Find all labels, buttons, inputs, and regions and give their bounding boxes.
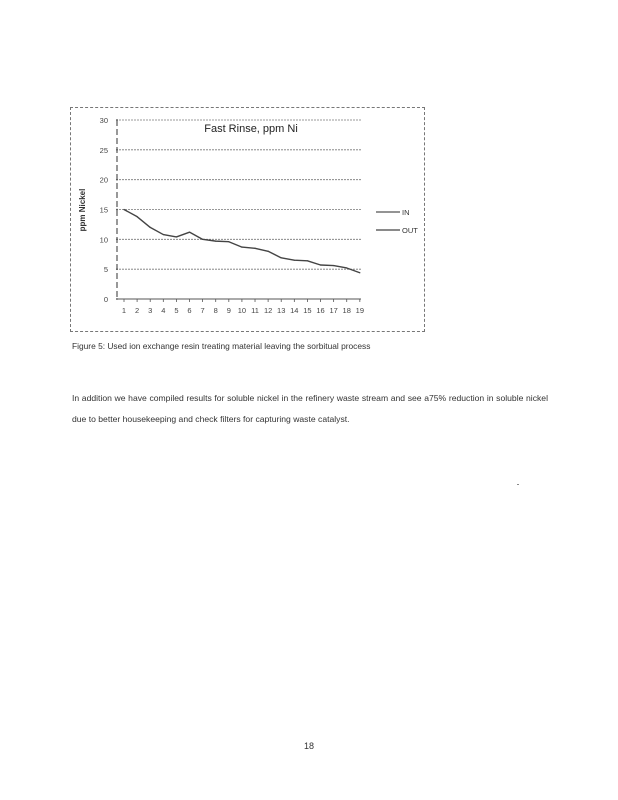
y-tick-label: 30: [99, 116, 108, 125]
x-tick-label: 19: [355, 306, 365, 315]
x-tick-label: 6: [187, 306, 192, 315]
y-tick-label: 5: [103, 265, 108, 275]
x-tick-label: 16: [316, 306, 325, 315]
y-tick-label: 0: [103, 295, 108, 304]
x-tick-label: 7: [200, 306, 205, 315]
series-out-point: [176, 236, 177, 237]
series-in-point: [116, 119, 118, 121]
y-tick-label: 10: [99, 235, 108, 245]
x-tick-label: 11: [251, 306, 259, 315]
series-in-point: [116, 298, 118, 300]
x-tick-label: 13: [277, 306, 286, 315]
x-tick-label: 1: [121, 306, 127, 315]
y-tick-label: 25: [99, 145, 108, 155]
series-out-point: [307, 260, 308, 261]
x-tick-label: 12: [263, 306, 273, 315]
line-chart: [71, 108, 426, 333]
x-tick-label: 2: [135, 306, 140, 315]
x-tick-label: 10: [237, 306, 247, 315]
x-tick-label: 17: [329, 306, 338, 315]
legend-label: OUT: [402, 226, 418, 235]
series-out-point: [241, 246, 242, 247]
series-out-point: [281, 257, 282, 258]
x-tick-label: 5: [174, 306, 179, 315]
page-number: 18: [303, 741, 314, 751]
series-in-point: [116, 179, 118, 181]
x-tick-label: 15: [303, 306, 312, 315]
y-tick-label: 20: [99, 175, 108, 185]
series-out-point: [123, 209, 124, 210]
series-out-point: [320, 264, 321, 265]
series-out-point: [333, 265, 334, 266]
series-out-point: [228, 241, 229, 242]
series-out-point: [150, 227, 151, 228]
series-out-point: [268, 251, 269, 252]
chart-frame: [70, 107, 425, 332]
chart-title: Fast Rinse, ppm Ni: [204, 123, 298, 135]
x-tick-label: 14: [290, 306, 299, 315]
body-paragraph: In addition we have compiled results for soluble nickel in the refinery waste stream and see a75% reduction in soluble nickel due to better housekeeping and check filters for capturing waste catalyst.: [72, 393, 548, 424]
series-out-point: [254, 248, 255, 249]
series-out-point: [294, 260, 295, 261]
x-tick-label: 8: [213, 306, 218, 315]
series-out-line: [124, 210, 360, 273]
series-in-point: [116, 149, 118, 151]
y-axis-label: ppm Nickel: [78, 188, 87, 232]
series-out-point: [215, 241, 216, 242]
x-tick-label: 9: [226, 306, 231, 315]
scan-artifact: [517, 484, 519, 485]
x-tick-label: 3: [148, 306, 153, 315]
x-tick-label: 4: [161, 306, 166, 315]
x-tick-label: 18: [342, 306, 351, 315]
legend-label: IN: [402, 208, 410, 217]
series-out-point: [137, 216, 138, 217]
y-tick-label: 15: [99, 205, 108, 215]
series-out-point: [189, 232, 190, 233]
figure-caption: Figure 5: Used ion exchange resin treating material leaving the sorbitual process: [72, 341, 371, 351]
series-in-point: [116, 209, 118, 211]
series-in-point: [116, 268, 118, 270]
series-out-point: [163, 234, 164, 235]
series-out-point: [202, 239, 203, 240]
series-out-point: [346, 267, 347, 268]
series-out-point: [359, 272, 360, 273]
series-in-point: [116, 238, 118, 240]
